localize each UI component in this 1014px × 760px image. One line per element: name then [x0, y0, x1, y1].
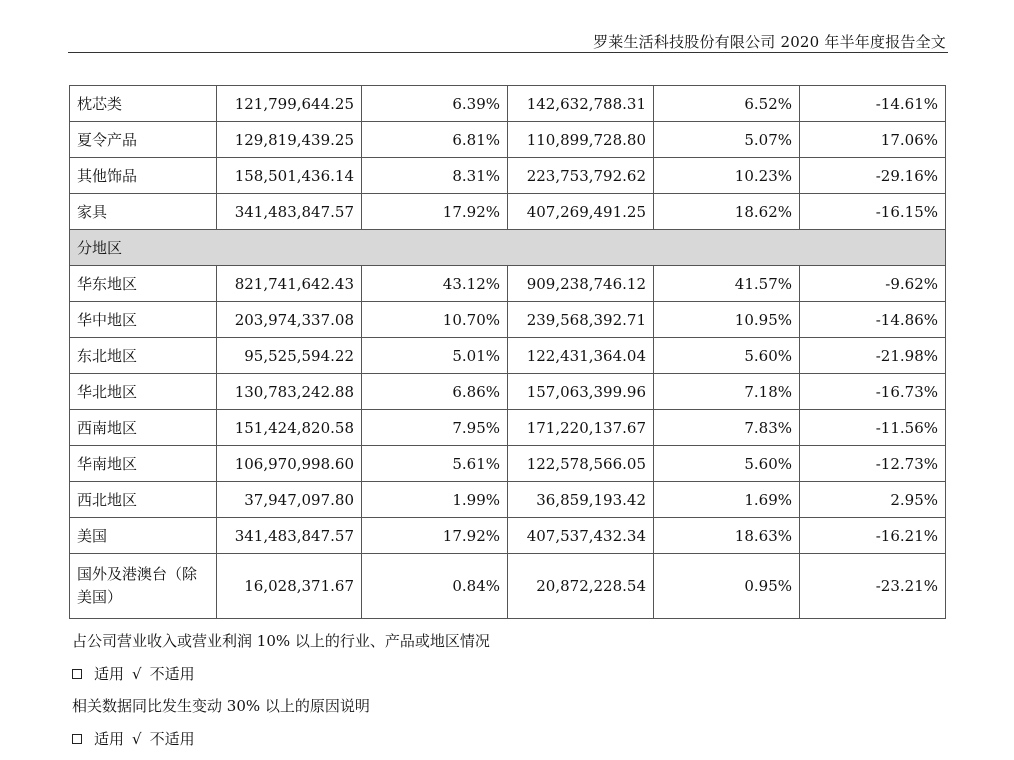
checkbox-icon: [72, 669, 82, 679]
prior-amount: 171,220,137.67: [508, 410, 654, 446]
yoy-change: -29.16%: [800, 158, 946, 194]
yoy-change: 2.95%: [800, 482, 946, 518]
report-header-title: 罗莱生活科技股份有限公司 2020 年半年度报告全文: [593, 33, 946, 51]
yoy-change: 17.06%: [800, 122, 946, 158]
prior-amount: 407,537,432.34: [508, 518, 654, 554]
row-label: 夏令产品: [70, 122, 217, 158]
current-share: 5.61%: [362, 446, 508, 482]
prior-share: 10.23%: [654, 158, 800, 194]
row-label: 西北地区: [70, 482, 217, 518]
table-row: [70, 266, 946, 302]
row-label: 华南地区: [70, 446, 217, 482]
table-row: [70, 410, 946, 446]
prior-share: 5.07%: [654, 122, 800, 158]
yoy-change: -21.98%: [800, 338, 946, 374]
current-share: 6.39%: [362, 86, 508, 122]
row-label: 枕芯类: [70, 86, 217, 122]
prior-share: 18.62%: [654, 194, 800, 230]
table-row: [70, 338, 946, 374]
prior-share: 0.95%: [654, 554, 800, 619]
checkbox-icon: [72, 734, 82, 744]
prior-amount: 142,632,788.31: [508, 86, 654, 122]
prior-share: 7.18%: [654, 374, 800, 410]
current-amount: 37,947,097.80: [217, 482, 362, 518]
row-label: 东北地区: [70, 338, 217, 374]
yoy-change: -16.21%: [800, 518, 946, 554]
current-amount: 106,970,998.60: [217, 446, 362, 482]
prior-amount: 110,899,728.80: [508, 122, 654, 158]
current-amount: 821,741,642.43: [217, 266, 362, 302]
current-amount: 203,974,337.08: [217, 302, 362, 338]
prior-share: 18.63%: [654, 518, 800, 554]
current-amount: 95,525,594.22: [217, 338, 362, 374]
current-share: 0.84%: [362, 554, 508, 619]
current-share: 6.81%: [362, 122, 508, 158]
yoy-change: -9.62%: [800, 266, 946, 302]
table-row: [70, 518, 946, 554]
prior-share: 1.69%: [654, 482, 800, 518]
yoy-change: -14.86%: [800, 302, 946, 338]
prior-amount: 239,568,392.71: [508, 302, 654, 338]
yoy-change: -14.61%: [800, 86, 946, 122]
prior-amount: 909,238,746.12: [508, 266, 654, 302]
current-amount: 341,483,847.57: [217, 194, 362, 230]
prior-amount: 122,431,364.04: [508, 338, 654, 374]
row-label: 西南地区: [70, 410, 217, 446]
current-share: 43.12%: [362, 266, 508, 302]
table-row: [70, 482, 946, 518]
current-share: 8.31%: [362, 158, 508, 194]
table-row: [70, 446, 946, 482]
prior-amount: 20,872,228.54: [508, 554, 654, 619]
current-share: 6.86%: [362, 374, 508, 410]
revenue-table: [69, 85, 946, 619]
applicability-row-2: [72, 728, 195, 749]
table-row: [70, 194, 946, 230]
current-amount: 151,424,820.58: [217, 410, 362, 446]
yoy-change: -16.15%: [800, 194, 946, 230]
row-label: 其他饰品: [70, 158, 217, 194]
note-threshold-text: 占公司营业收入或营业利润 10% 以上的行业、产品或地区情况: [72, 632, 490, 650]
prior-amount: 36,859,193.42: [508, 482, 654, 518]
current-amount: 129,819,439.25: [217, 122, 362, 158]
row-label: 家具: [70, 194, 217, 230]
current-share: 10.70%: [362, 302, 508, 338]
yoy-change: -11.56%: [800, 410, 946, 446]
prior-share: 5.60%: [654, 338, 800, 374]
prior-amount: 223,753,792.62: [508, 158, 654, 194]
yoy-change: -23.21%: [800, 554, 946, 619]
applicability-row-1: [72, 663, 195, 684]
row-label: 华东地区: [70, 266, 217, 302]
current-share: 1.99%: [362, 482, 508, 518]
applicable-label: 适用: [94, 730, 125, 748]
current-amount: 341,483,847.57: [217, 518, 362, 554]
prior-share: 7.83%: [654, 410, 800, 446]
current-amount: 121,799,644.25: [217, 86, 362, 122]
yoy-change: -16.73%: [800, 374, 946, 410]
current-amount: 130,783,242.88: [217, 374, 362, 410]
row-label: 华中地区: [70, 302, 217, 338]
table-row: [70, 86, 946, 122]
current-amount: 158,501,436.14: [217, 158, 362, 194]
check-mark: √: [132, 729, 142, 748]
current-share: 5.01%: [362, 338, 508, 374]
prior-amount: 122,578,566.05: [508, 446, 654, 482]
table-row: [70, 122, 946, 158]
table-row: [70, 302, 946, 338]
prior-share: 5.60%: [654, 446, 800, 482]
table-row: [70, 158, 946, 194]
prior-amount: 157,063,399.96: [508, 374, 654, 410]
prior-share: 6.52%: [654, 86, 800, 122]
current-share: 17.92%: [362, 194, 508, 230]
not-applicable-label: 不适用: [149, 730, 195, 748]
not-applicable-label: 不适用: [149, 665, 195, 683]
check-mark: √: [132, 664, 142, 683]
table-section-row: [70, 230, 946, 266]
row-label: 华北地区: [70, 374, 217, 410]
current-amount: 16,028,371.67: [217, 554, 362, 619]
revenue-table-body: [70, 86, 946, 619]
prior-share: 10.95%: [654, 302, 800, 338]
table-row: [70, 374, 946, 410]
current-share: 7.95%: [362, 410, 508, 446]
prior-amount: 407,269,491.25: [508, 194, 654, 230]
yoy-change: -12.73%: [800, 446, 946, 482]
row-label: 美国: [70, 518, 217, 554]
header-divider: [68, 52, 948, 53]
table-row: [70, 554, 946, 619]
note-change-reason-text: 相关数据同比发生变动 30% 以上的原因说明: [72, 697, 370, 715]
applicable-label: 适用: [94, 665, 125, 683]
row-label: 国外及港澳台（除美国）: [70, 554, 217, 619]
current-share: 17.92%: [362, 518, 508, 554]
prior-share: 41.57%: [654, 266, 800, 302]
section-label: 分地区: [70, 230, 946, 266]
